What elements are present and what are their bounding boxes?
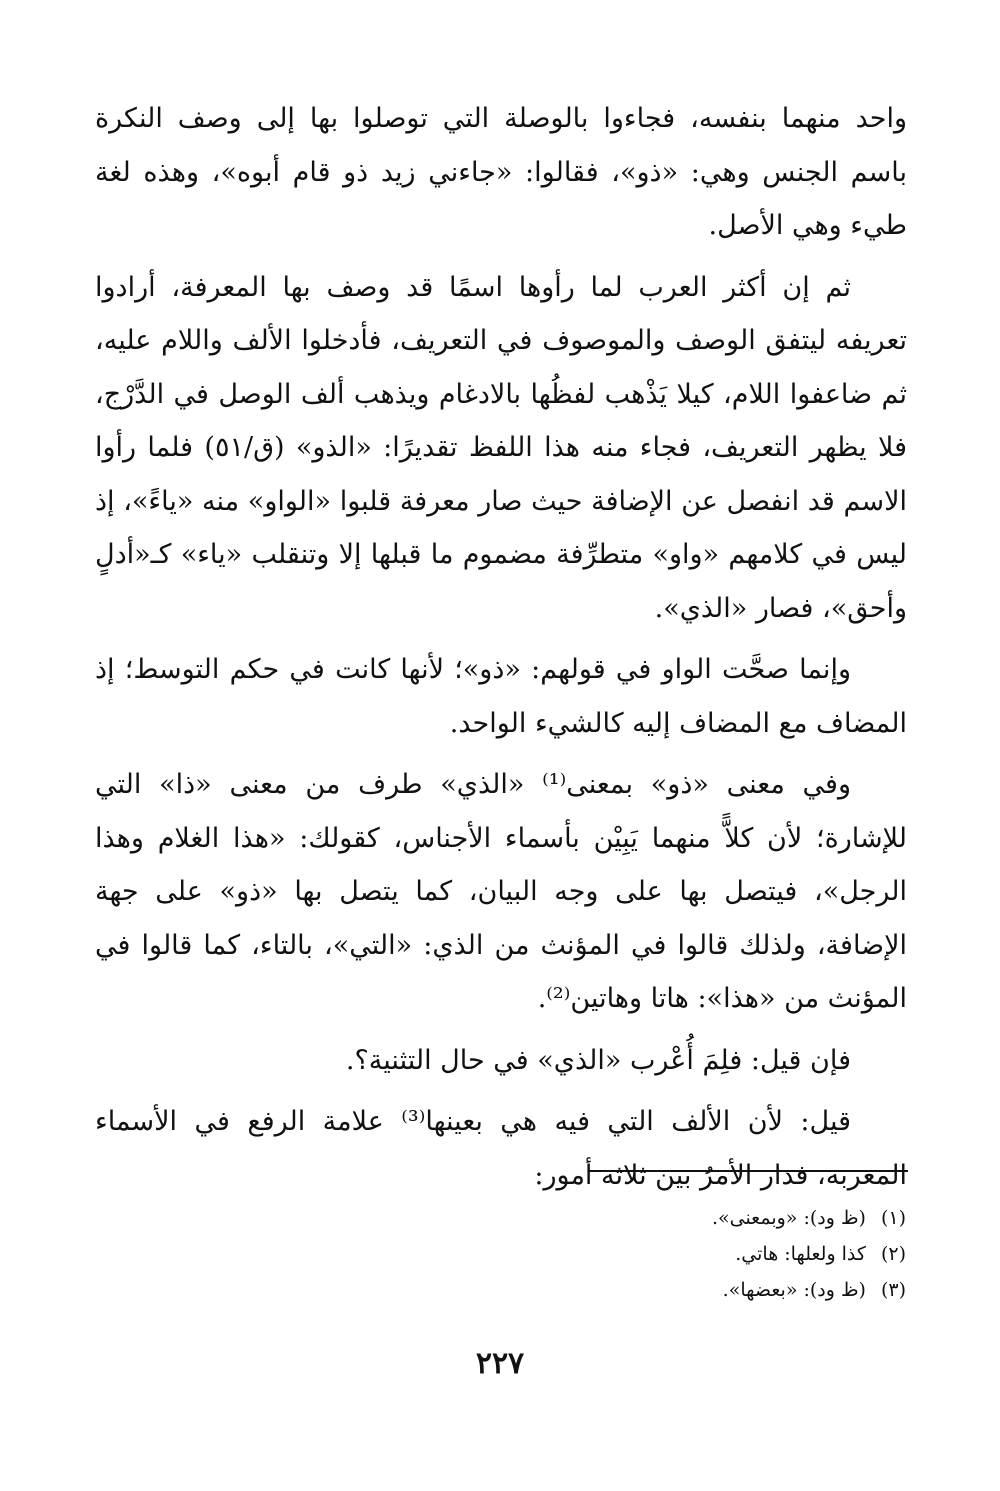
paragraph-6: قيل: لأن الألف التي فيه هي بعينها⁽³⁾ علامة الرفع في الأسماء المعربة، فدار الأمرُ بين ثلاثة أمور:: [95, 1106, 907, 1191]
paragraph-3: وإنما صحَّت الواو في قولهم: «ذو»؛ لأنها كانت في حكم التوسط؛ إذ المضاف مع المضاف إليه كالشيء الواحد.: [95, 654, 907, 739]
page-number: ٢٢٧: [475, 1346, 525, 1381]
main-text: [95, 92, 907, 1202]
footnote-number: (١): [880, 1207, 906, 1229]
paragraph-5: فإن قيل: فلِمَ أُعْرب «الذي» في حال التثنية؟.: [345, 1044, 851, 1076]
paragraph-2: ثم إن أكثر العرب لما رأوها اسمًا قد وصف بها المعرفة، أرادوا تعريفه ليتفق الوصف والموصوف في التعريف، فأدخلوا الألف واللام عليه، ثم ضاعفوا اللام، كيلا يَذْهب لفظُها بالادغام ويذهب ألف الوصل في الدَّرْج، فلا يظهر التعريف، فجاء منه هذا اللفظ تقديرًا: «الذو» (ق/٥١) فلما رأوا الاسم قد انفصل عن الإضافة حيث صار معرفة قلبوا «الواو» منه «ياءً»، إذ ليس في كلامهم «واو» متطرِّفة مضموم ما قبلها إلا وتنقلب «ياء» كـ«أدلٍ وأحق»، فصار «الذي».: [95, 271, 907, 624]
paragraph-1: واحد منهما بنفسه، فجاءوا بالوصلة التي توصلوا بها إلى وصف النكرة باسم الجنس وهي: «ذو»، فقالوا: «جاءني زيد ذو قام أبوه»، وهذه لغة طيء وهي الأصل.: [95, 103, 907, 241]
footnote-number: (٣): [880, 1279, 906, 1301]
footnote-3: [560, 1272, 906, 1308]
footnote-text: (ظ ود): «بعضها».: [722, 1279, 866, 1301]
paragraph-4: وفي معنى «ذو» بمعنى⁽¹⁾ «الذي» طرف من معنى «ذا» التي للإشارة؛ لأن كلاًّ منهما يَبِيْن بأسماء الأجناس، كقولك: «هذا الغلام وهذا الرجل»، فيتصل بها على وجه البيان، كما يتصل بها «ذو» على جهة الإضافة، ولذلك قالوا في المؤنث من الذي: «التي»، بالتاء، كما قالوا في المؤنث من «هذا»: هاتا وهاتين⁽²⁾.: [95, 769, 907, 1014]
footnote-number: (٢): [880, 1243, 906, 1265]
footnote-2: [560, 1236, 906, 1272]
footnote-text: كذا ولعلها: هاتي.: [735, 1243, 866, 1265]
footnote-text: (ظ ود): «وبمعنى».: [711, 1207, 866, 1229]
footnote-divider: [588, 1170, 908, 1172]
footnote-1: [560, 1200, 906, 1236]
footnotes: [560, 1200, 906, 1308]
